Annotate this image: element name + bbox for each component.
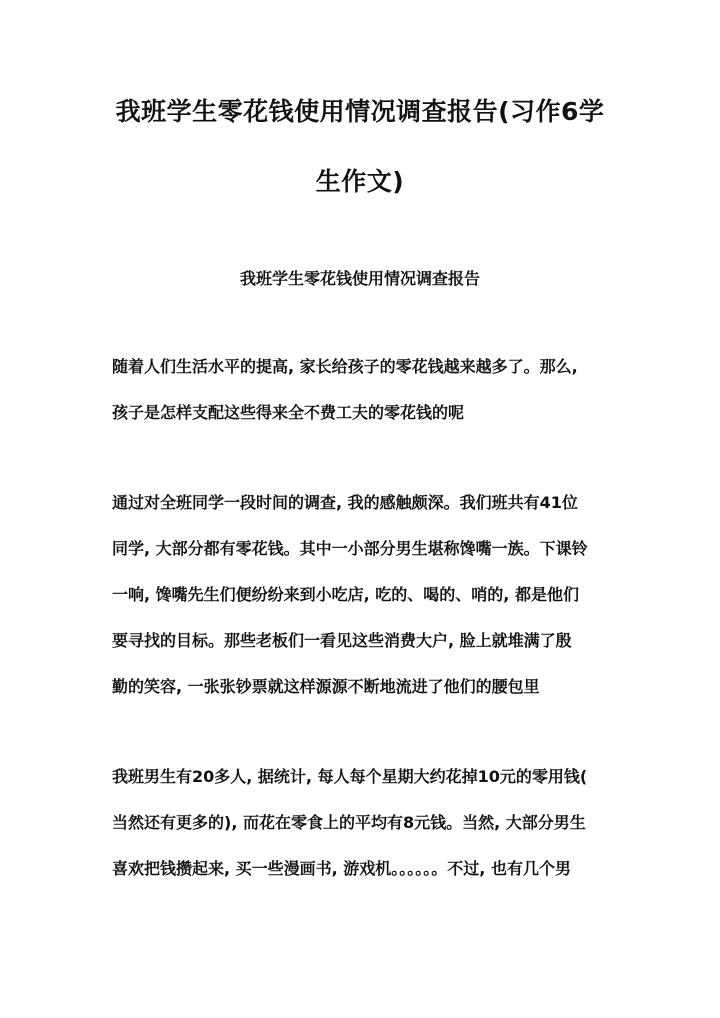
paragraph-3-line-1: 我班男生有20多人, 据统计, 每人每个星期大约花掉10元的零用钱( (112, 767, 588, 786)
paragraph-1-line-1: 随着人们生活水平的提高, 家长给孩子的零花钱越来越多了。那么, (112, 357, 578, 376)
paragraph-2-line-5: 勤的笑容, 一张张钞票就这样源源不断地流进了他们的腰包里 (112, 677, 540, 696)
paragraph-2-line-3: 一响, 馋嘴先生们便纷纷来到小吃店, 吃的、喝的、哨的, 都是他们 (112, 585, 579, 604)
paragraph-2-line-2: 同学, 大部分都有零花钱。其中一小部分男生堪称馋嘴一族。下课铃 (112, 539, 588, 558)
paragraph-2-line-1: 通过对全班同学一段时间的调查, 我的感触颇深。我们班共有41位 (112, 493, 578, 512)
document-title-line-1: 我班学生零花钱使用情况调查报告(习作6学 (115, 97, 605, 126)
paragraph-3-line-3: 喜欢把钱攒起来, 买一些漫画书, 游戏机。。。。。。不过, 也有几个男 (112, 859, 571, 878)
document-title-line-2: 生作文) (315, 167, 405, 196)
document-subtitle: 我班学生零花钱使用情况调查报告 (239, 269, 480, 288)
paragraph-1-line-2: 孩子是怎样支配这些得来全不费工夫的零花钱的呢 (112, 403, 465, 422)
paragraph-2-line-4: 要寻找的目标。那些老板们一看见这些消费大户, 脸上就堆满了殷 (112, 631, 572, 650)
paragraph-3-line-2: 当然还有更多的), 而花在零食上的平均有8元钱。当然, 大部分男生 (112, 813, 586, 832)
